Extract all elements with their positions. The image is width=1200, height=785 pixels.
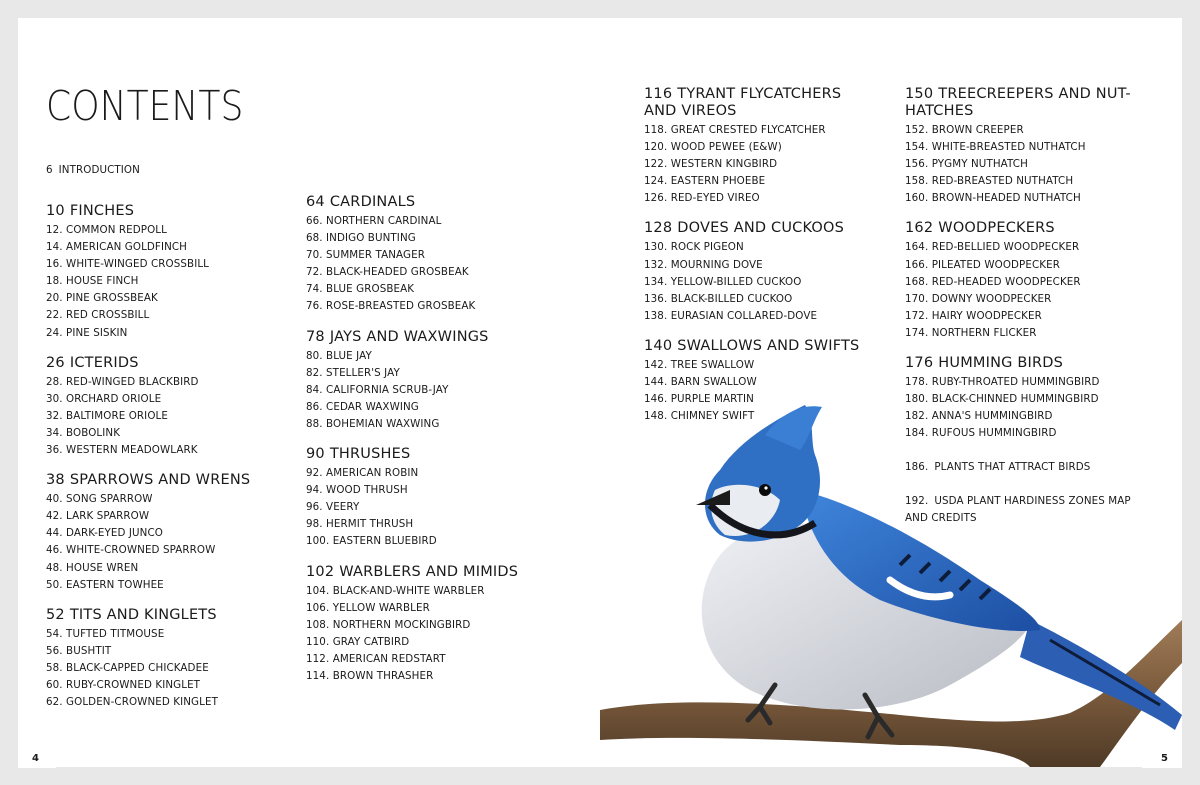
toc-entry[interactable]: 118. GREAT CRESTED FLYCATCHER [644, 124, 826, 136]
toc-entry[interactable]: 172. HAIRY WOODPECKER [905, 309, 1042, 322]
toc-column-3 [644, 86, 859, 425]
section-flycatchers [644, 86, 859, 207]
toc-entry[interactable]: 152. BROWN CREEPER [905, 124, 1024, 136]
toc-entry[interactable]: 42. LARK SPARROW [46, 510, 150, 523]
toc-usda[interactable]: 192. USDA PLANT HARDINESS ZONES MAP AND CREDITS [905, 495, 1131, 525]
section-heading[interactable]: 10 FINCHES [46, 203, 135, 219]
toc-entry[interactable]: 106. YELLOW WARBLER [306, 601, 430, 614]
toc-entry[interactable]: 46. WHITE-CROWNED SPARROW [46, 544, 216, 557]
section-entries [905, 239, 1131, 342]
section-entries [306, 465, 518, 550]
section-tits [46, 607, 250, 711]
toc-entry[interactable]: 154. WHITE-BREASTED NUTHATCH [905, 141, 1086, 154]
toc-entry[interactable]: 86. CEDAR WAXWING [306, 400, 419, 413]
toc-entry[interactable]: 32. BALTIMORE ORIOLE [46, 409, 168, 422]
toc-entry[interactable]: 184. RUFOUS HUMMINGBIRD [905, 427, 1057, 440]
section-entries [46, 374, 250, 459]
toc-entry[interactable]: 108. NORTHERN MOCKINGBIRD [306, 618, 471, 631]
toc-entry[interactable]: 54. TUFTED TITMOUSE [46, 627, 165, 640]
toc-entry[interactable]: 156. PYGMY NUTHATCH [905, 158, 1028, 171]
section-entries [46, 491, 250, 594]
toc-entry[interactable]: 130. ROCK PIGEON [644, 241, 744, 254]
toc-entry[interactable]: 170. DOWNY WOODPECKER [905, 292, 1052, 305]
toc-entry[interactable]: 114. BROWN THRASHER [306, 669, 434, 682]
toc-entry[interactable]: 100. EASTERN BLUEBIRD [306, 535, 437, 548]
section-doves [644, 220, 859, 324]
toc-entry[interactable]: 160. BROWN-HEADED NUTHATCH [905, 192, 1081, 205]
section-heading[interactable]: 90 THRUSHES [306, 446, 411, 463]
toc-entry[interactable]: 88. BOHEMIAN WAXWING [306, 417, 440, 430]
section-entries [46, 626, 250, 711]
section-entries [644, 239, 859, 324]
toc-entry[interactable]: 72. BLACK-HEADED GROSBEAK [306, 266, 469, 279]
section-entries [306, 213, 518, 316]
toc-entry[interactable]: 182. ANNA'S HUMMINGBIRD [905, 410, 1053, 423]
toc-entry[interactable]: 138. EURASIAN COLLARED-DOVE [644, 309, 818, 322]
toc-entry[interactable]: 56. BUSHTIT [46, 644, 112, 657]
toc-entry[interactable]: 62. GOLDEN-CROWNED KINGLET [46, 696, 218, 709]
section-heading[interactable]: 64 CARDINALS [306, 194, 416, 210]
toc-entry[interactable]: 14. AMERICAN GOLDFINCH [46, 241, 188, 254]
toc-entry[interactable]: 18. HOUSE FINCH [46, 275, 139, 288]
section-heading[interactable]: 162 WOODPECKERS [905, 220, 1055, 237]
toc-entry[interactable]: 168. RED-HEADED WOODPECKER [905, 275, 1081, 288]
toc-entry[interactable]: 50. EASTERN TOWHEE [46, 578, 164, 591]
page-number-right: 5 [1142, 748, 1182, 768]
toc-entry[interactable]: 124. EASTERN PHOEBE [644, 175, 766, 188]
toc-intro[interactable] [46, 162, 250, 179]
toc-entry[interactable]: 44. DARK-EYED JUNCO [46, 527, 163, 540]
toc-entry[interactable]: 60. RUBY-CROWNED KINGLET [46, 678, 201, 691]
toc-entry[interactable]: 144. BARN SWALLOW [644, 376, 757, 389]
toc-entry[interactable]: 120. WOOD PEWEE (E&W) [644, 141, 782, 154]
section-entries [905, 122, 1131, 207]
page-title: CONTENTS [46, 82, 244, 130]
page-number-left: 4 [18, 748, 56, 768]
section-heading[interactable]: 78 JAYS AND WAXWINGS [306, 328, 489, 345]
section-cardinals [306, 194, 518, 316]
toc-entry[interactable]: 166. PILEATED WOODPECKER [905, 258, 1060, 271]
section-entries [306, 348, 518, 433]
toc-entry[interactable]: 74. BLUE GROSBEAK [306, 283, 415, 296]
section-jays [306, 329, 518, 433]
section-entries [46, 222, 250, 342]
toc-entry[interactable]: 24. PINE SISKIN [46, 326, 128, 339]
eye [759, 484, 771, 496]
section-heading[interactable]: 38 SPARROWS AND WRENS [46, 472, 251, 489]
toc-entry[interactable]: 68. INDIGO BUNTING [306, 232, 416, 245]
toc-entry[interactable]: 22. RED CROSSBILL [46, 309, 150, 322]
toc-entry[interactable]: 104. BLACK-AND-WHITE WARBLER [306, 584, 485, 597]
toc-entry[interactable]: 28. RED-WINGED BLACKBIRD [46, 375, 199, 388]
toc-plants[interactable]: 186. PLANTS THAT ATTRACT BIRDS [905, 461, 1091, 474]
section-heading-line2: HATCHES [905, 103, 974, 119]
section-entries [644, 122, 859, 207]
toc-column-2 [306, 194, 518, 685]
toc-entry[interactable]: 134. YELLOW-BILLED CUCKOO [644, 275, 802, 288]
section-heading[interactable]: 150 TREECREEPERS AND NUT- [905, 86, 1131, 102]
toc-entry[interactable]: 40. SONG SPARROW [46, 493, 153, 506]
section-heading[interactable]: 26 ICTERIDS [46, 354, 139, 371]
toc-entry[interactable]: 30. ORCHARD ORIOLE [46, 392, 162, 405]
section-woodpeckers [905, 220, 1131, 342]
toc-entry[interactable]: 178. RUBY-THROATED HUMMINGBIRD [905, 376, 1100, 389]
toc-entry[interactable]: 96. VEERY [306, 501, 360, 514]
intro-label: INTRODUCTION [58, 164, 140, 176]
toc-entry[interactable]: 132. MOURNING DOVE [644, 258, 763, 271]
toc-entry[interactable]: 92. AMERICAN ROBIN [306, 467, 419, 480]
toc-entry[interactable]: 142. TREE SWALLOW [644, 358, 755, 371]
toc-entry[interactable]: 20. PINE GROSSBEAK [46, 292, 158, 305]
section-icterids [46, 355, 250, 459]
section-heading[interactable]: 140 SWALLOWS AND SWIFTS [644, 337, 860, 354]
toc-entry[interactable]: 70. SUMMER TANAGER [306, 249, 425, 262]
toc-entry[interactable]: 174. NORTHERN FLICKER [905, 326, 1037, 339]
toc-entry[interactable]: 34. BOBOLINK [46, 426, 121, 439]
section-heading[interactable]: 176 HUMMING BIRDS [905, 355, 1064, 372]
section-sparrows [46, 472, 250, 594]
toc-entry[interactable]: 180. BLACK-CHINNED HUMMINGBIRD [905, 393, 1099, 406]
toc-entry[interactable]: 16. WHITE-WINGED CROSSBILL [46, 258, 210, 271]
toc-entry[interactable]: 84. CALIFORNIA SCRUB-JAY [306, 383, 449, 396]
section-thrushes [306, 446, 518, 550]
section-heading[interactable]: 52 TITS AND KINGLETS [46, 606, 217, 623]
toc-entry[interactable]: 94. WOOD THRUSH [306, 484, 408, 497]
blue-jay-illustration [600, 395, 1182, 767]
toc-entry[interactable]: 36. WESTERN MEADOWLARK [46, 444, 198, 457]
toc-entry[interactable]: 126. RED-EYED VIREO [644, 192, 760, 205]
section-heading[interactable]: 102 WARBLERS AND MIMIDS [306, 563, 519, 580]
toc-entry[interactable]: 112. AMERICAN REDSTART [306, 652, 446, 665]
toc-entry[interactable]: 146. PURPLE MARTIN [644, 393, 754, 406]
section-treecreepers [905, 86, 1131, 207]
section-finches [46, 203, 250, 342]
toc-entry[interactable]: 98. HERMIT THRUSH [306, 518, 414, 531]
toc-entry[interactable]: 110. GRAY CATBIRD [306, 635, 410, 648]
intro-number: 6 [46, 164, 53, 176]
toc-column-1 [46, 162, 250, 711]
toc-entry[interactable]: 66. NORTHERN CARDINAL [306, 215, 442, 227]
toc-entry[interactable]: 148. CHIMNEY SWIFT [644, 410, 755, 423]
section-heading[interactable]: 116 TYRANT FLYCATCHERS [644, 86, 842, 102]
toc-entry[interactable]: 48. HOUSE WREN [46, 561, 139, 574]
toc-entry[interactable]: 122. WESTERN KINGBIRD [644, 158, 778, 171]
toc-entry[interactable]: 58. BLACK-CAPPED CHICKADEE [46, 661, 209, 674]
section-warblers [306, 564, 518, 686]
toc-entry[interactable]: 136. BLACK-BILLED CUCKOO [644, 292, 793, 305]
toc-entry[interactable]: 12. COMMON REDPOLL [46, 224, 167, 236]
toc-entry[interactable]: 80. BLUE JAY [306, 349, 372, 362]
toc-entry[interactable]: 158. RED-BREASTED NUTHATCH [905, 175, 1074, 188]
toc-entry[interactable]: 164. RED-BELLIED WOODPECKER [905, 241, 1080, 254]
section-heading-line2: AND VIREOS [644, 103, 737, 119]
toc-entry[interactable]: 76. ROSE-BREASTED GROSBEAK [306, 300, 476, 313]
section-heading[interactable]: 128 DOVES AND CUCKOOS [644, 220, 845, 237]
toc-entry[interactable]: 82. STELLER'S JAY [306, 366, 400, 379]
section-entries [306, 583, 518, 686]
